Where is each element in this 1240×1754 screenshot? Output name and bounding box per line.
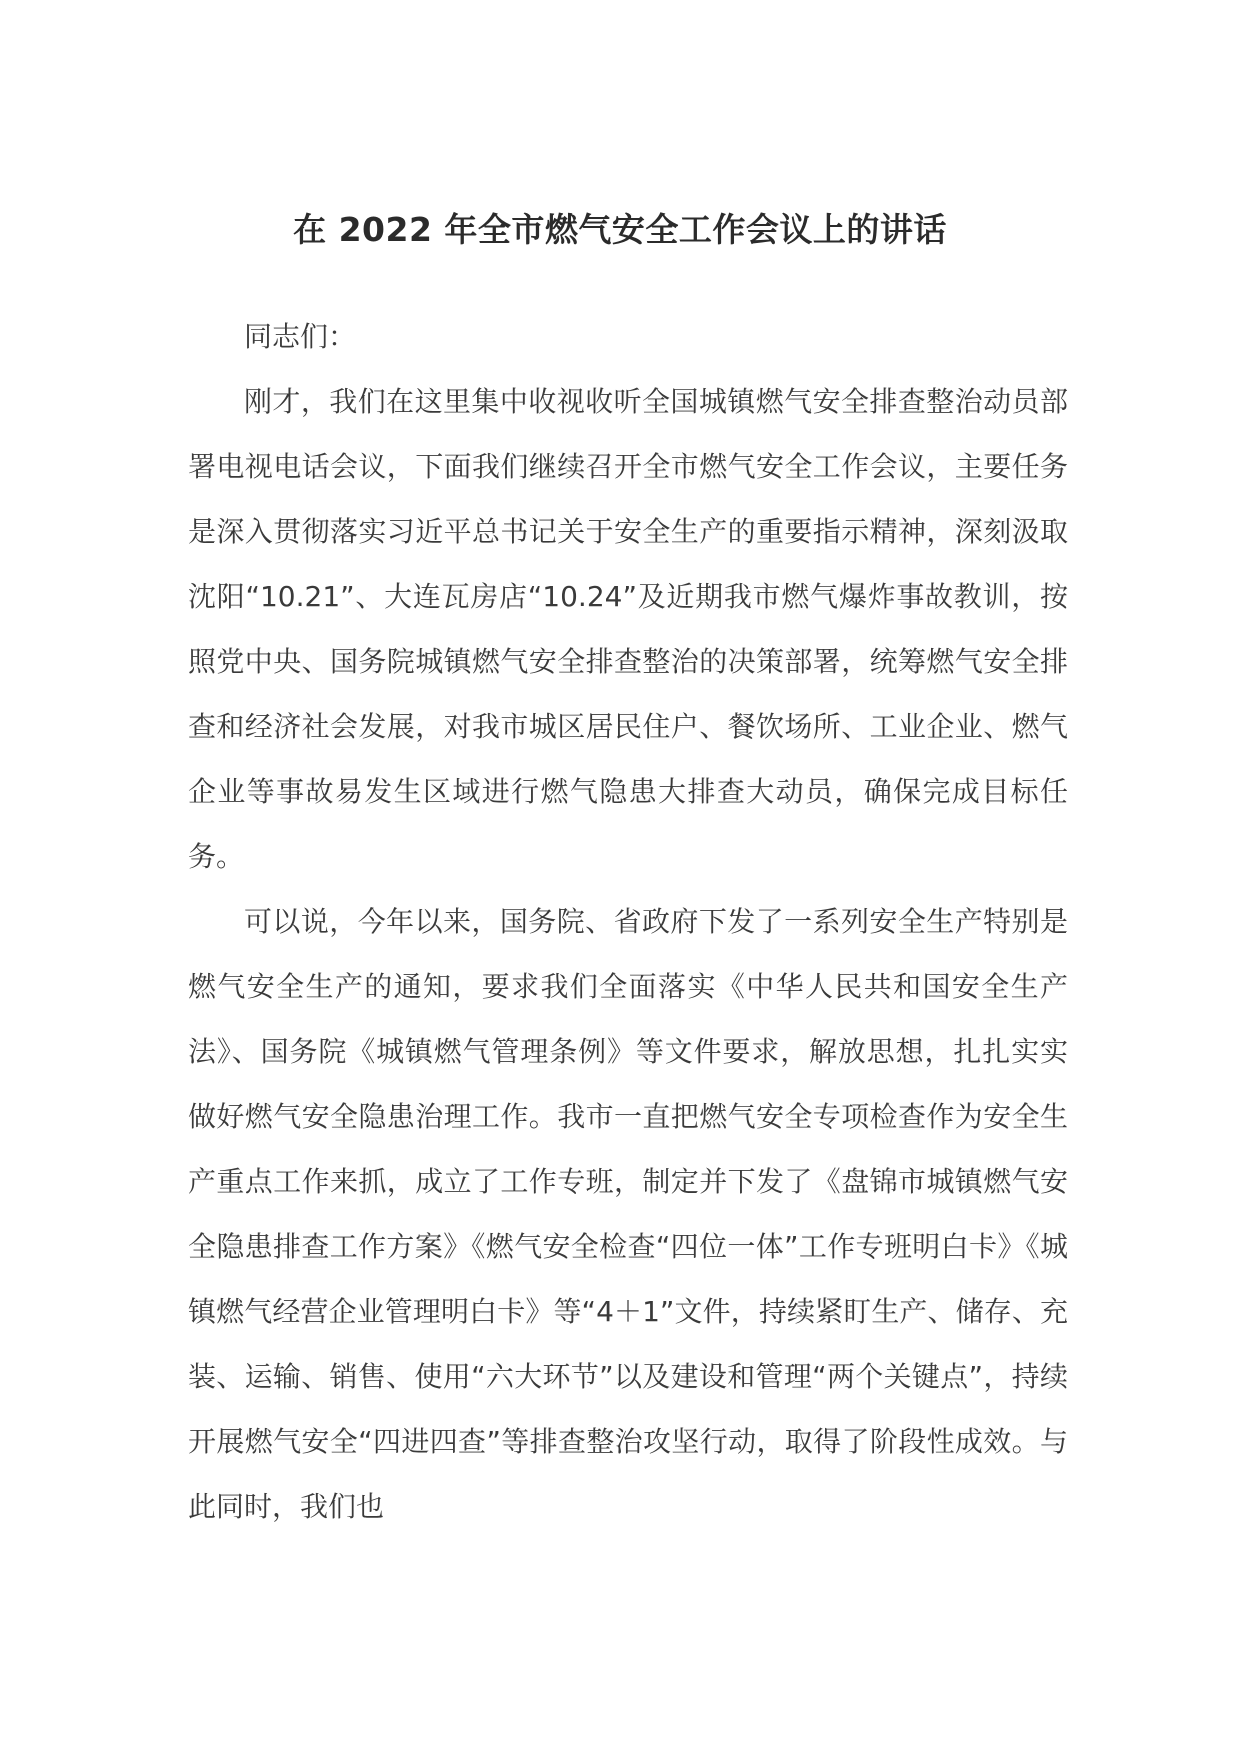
salutation: 同志们： [244, 320, 357, 353]
document-title: 在 2022 年全市燃气安全工作会议上的讲话 [293, 210, 947, 249]
paragraph-2: 可以说，今年以来，国务院、省政府下发了一系列安全生产特别是燃气安全生产的通知，要求我们全面落实《中华人民共和国安全生产法》、国务院《城镇燃气管理条例》等文件要求，解放思想，扎扎实实做好燃气安全隐患治理工作。我市一直把燃气安全专项检查作为安全生产重点工作来抓，成立了工作专班，制定并下发了《盘锦市城镇燃气安全隐患排查工作方案》《燃气安全检查“四位一体”工作专班明白卡》《城镇燃气经营企业管理明白卡》等“4＋1”文件，持续紧盯生产、储存、充装、运输、销售、使用“六大环节”以及建设和管理“两个关键点”，持续开展燃气安全“四进四查”等排查整治攻坚行动，取得了阶段性成效。与此同时，我们也 [188, 905, 1068, 1523]
document-body [188, 304, 1068, 1539]
paragraph-1: 刚才，我们在这里集中收视收听全国城镇燃气安全排查整治动员部署电视电话会议，下面我们继续召开全市燃气安全工作会议，主要任务是深入贯彻落实习近平总书记关于安全生产的重要指示精神，深刻汲取沈阳“10.21”、大连瓦房店“10.24”及近期我市燃气爆炸事故教训，按照党中央、国务院城镇燃气安全排查整治的决策部署，统筹燃气安全排查和经济社会发展，对我市城区居民住户、餐饮场所、工业企业、燃气企业等事故易发生区域进行燃气隐患大排查大动员，确保完成目标任务。 [188, 385, 1068, 873]
